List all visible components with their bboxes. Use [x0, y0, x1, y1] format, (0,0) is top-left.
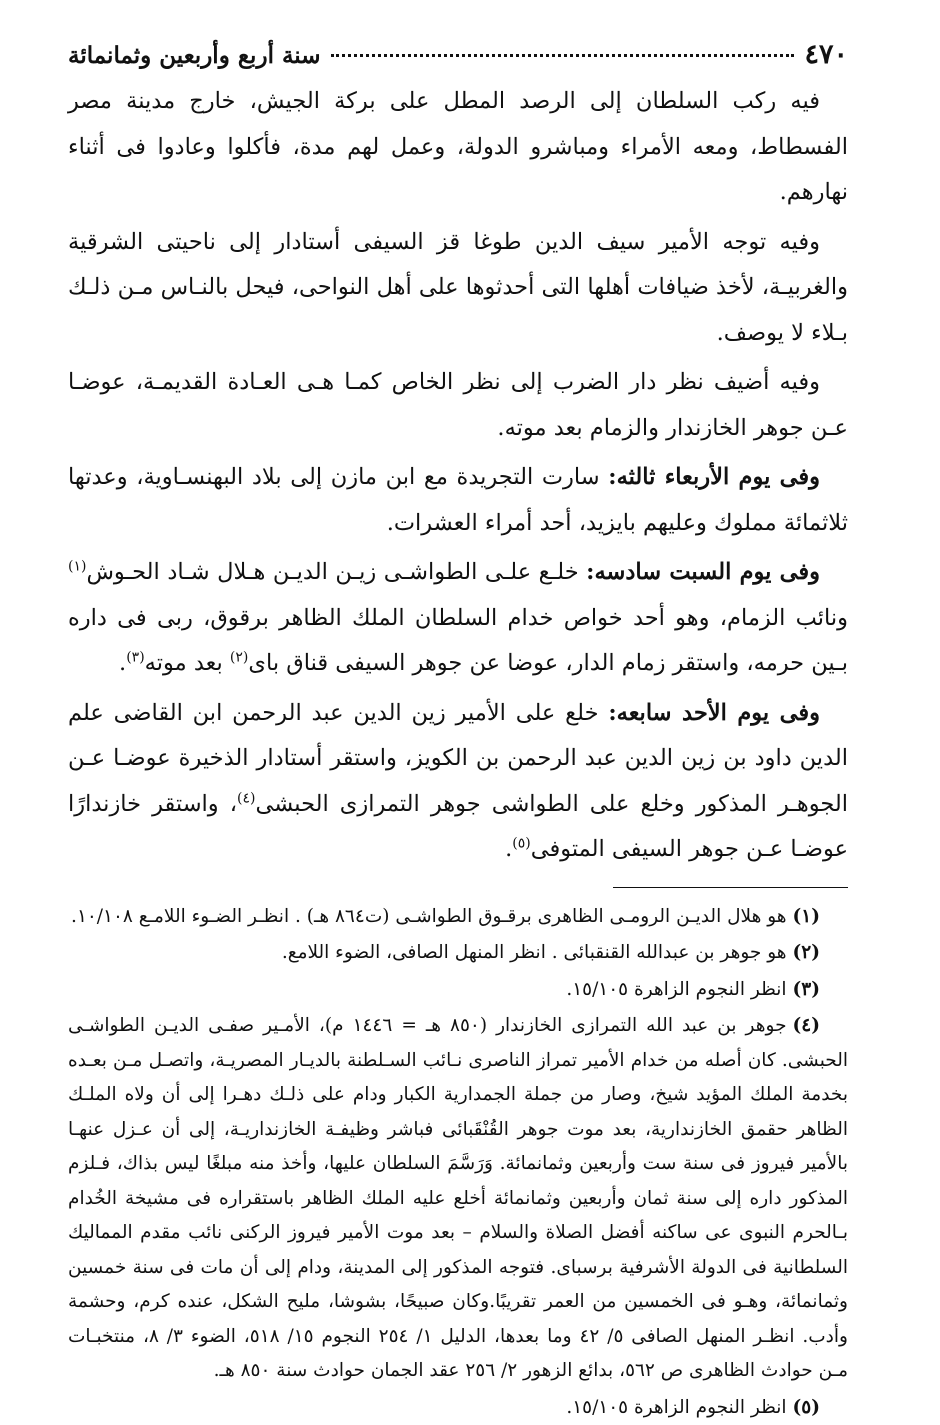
- footnote-text: انظر النجوم الزاهرة ١٥/١٠٥.: [566, 979, 786, 1000]
- footnotes: [68, 900, 848, 1425]
- paragraph-text: ونائب الزمام، وهو أحد خواص خدام السلطان الملك الظاهر برقوق، ربى فى داره بـين حرمه، واستقر زمام الدار، عوضا عن جوهر السيفى قناق باى: [68, 605, 848, 677]
- footnote-ref: (٢): [230, 650, 248, 666]
- footnote: [68, 900, 848, 935]
- date-lead: وفى يوم الأحد سابعه:: [608, 700, 820, 726]
- paragraph-text: فيه ركب السلطان إلى الرصد المطل على بركة الجيش، خارج مدينة مصر الفسطاط، ومعه الأمراء ومباشرو الدولة، وعمل لهم مدة، فأكلوا وعادوا فى أثناء نهارهم.: [68, 88, 848, 205]
- footnote-number: (٥): [793, 1397, 820, 1418]
- page-number: ٤٧٠: [804, 38, 848, 72]
- footnote-separator: [613, 887, 848, 888]
- running-title: سنة أربع وأربعين وثمانمائة: [68, 39, 321, 73]
- footnote-ref: (٥): [512, 836, 530, 852]
- paragraph-text: خلـع علـى الطواشـى زيـن الديـن هـلال شـاد الحـوش: [86, 559, 578, 585]
- footnote-text: هو جوهر بن عبدالله القنقبائى . انظر المنهل الصافى، الضوء اللامع.: [282, 942, 787, 963]
- footnote-number: (٢): [793, 942, 820, 963]
- footnote-ref: (٣): [126, 650, 144, 666]
- paragraph-text: .: [119, 650, 126, 676]
- paragraph-text: .: [505, 836, 512, 862]
- footnote: [68, 936, 848, 971]
- page-header: [68, 38, 848, 73]
- footnote: [68, 973, 848, 1008]
- main-text: [68, 79, 848, 873]
- footnote-text: هو هلال الديـن الرومـى الظاهرى برقـوق الطواشـى (ت٨٦٤ هـ) . انظـر الضـوء اللامـع ١٠/١٠٨.: [71, 906, 786, 927]
- paragraph-text: بعد موته: [145, 650, 230, 676]
- paragraph: [68, 79, 848, 216]
- paragraph: [68, 220, 848, 357]
- paragraph: [68, 360, 848, 451]
- footnote-ref: (١): [68, 559, 86, 575]
- header-dotted-leader: [331, 54, 795, 57]
- footnote-ref: (٤): [237, 790, 255, 806]
- footnote-number: (١): [793, 906, 820, 927]
- paragraph-text: ، واستقر خازندارًا عوضـا عـن جوهر السيفى المتوفى: [68, 791, 848, 863]
- footnote-text: انظر النجوم الزاهرة ١٥/١٠٥.: [566, 1397, 786, 1418]
- paragraph: [68, 691, 848, 873]
- footnote-number: (٣): [793, 979, 820, 1000]
- paragraph-text: خلع على الأمير زين الدين عبد الرحمن ابن القاضى علم الدين داود بن زين الدين عبد الرحمن بن الكويز، واستقر أستادار الذخيرة عوضـا عـن الجوهـر المذكور وخلع على الطواشى جوهر التمرازى الحبشى: [68, 700, 848, 817]
- paragraph: [68, 455, 848, 546]
- date-lead: وفى يوم الأربعاء ثالثه:: [608, 464, 820, 490]
- paragraph-text: وفيه توجه الأمير سيف الدين طوغا قز السيفى أستادار إلى ناحيتى الشرقية والغربيـة، لأخذ ضيافات أهلها التى أحدثوها على أهل النواحى، فيحل بالنـاس مـن ذلـك بـلاء لا يوصف.: [68, 229, 848, 346]
- paragraph-text: وفيه أضيف نظر دار الضرب إلى نظر الخاص كمـا هـى العـادة القديمـة، عوضـا عـن جوهر الخازندار والزمام بعد موته.: [68, 369, 848, 441]
- footnote: [68, 1391, 848, 1425]
- footnote-number: (٤): [793, 1015, 820, 1036]
- paragraph-text: سارت التجريدة مع ابن مازن إلى بلاد البهنسـاوية، وعدتها ثلاثمائة مملوك وعليهم بايزيد، أحد أمراء العشرات.: [68, 464, 848, 536]
- date-lead: وفى يوم السبت سادسه:: [586, 559, 820, 585]
- paragraph: [68, 550, 848, 687]
- footnote-text: جوهر بن عبد الله التمرازى الخازندار (٨٥٠ هـ = ١٤٤٦ م)، الأمـير صفـى الديـن الطواشـى الحبشى. كان أصله من خدام الأمير تمراز الناصرى نـائب السـلطنة بالديـار المصريـة، واتصـل مـن بعـده بخدمة الملك المؤيد شيخ، وصار من جملة الجمدارية الكبار ودام على ذلـك دهـرا إلى أن ولاه الملـك الظاهر حقمق الخازندارية، بعد موت جوهر القُنْقَبائى فباشر وظيفـة الخازنداريـة، إلى أن عـزل عنهـا بالأمير فيروز فى سنة ست وأربعين وثمانمائة. وَرَسَّمَ السلطان عليها، وأخذ منه مبلغًا ليس بذاك، فـلزم المذكور داره إلى سنة ثمان وأربعين وثمانمائة أخلع عليه الملك الظاهر باستقراره فى مشيخة الخُدام بـالحرم النبوى عى ساكنه أفضل الصلاة والسلام – بعد موت الأمير فيروز الركنى نائب مقدم المماليك السلطانية فى الدولة الأشرفية برسباى. فتوجه المذكور إلى المدينة، ودام إلى أن مات فى سنة خمسين وثمانمائة، وهـو فى الخمسين من العمر تقريبًا.وكان صبيحًا، بشوشا، مليح الشكل، عنده كرم، وحشمة وأدب. انظـر المنهل الصافى ٥/ ٤٢ وما بعدها، الدليل ١/ ٢٥٤ النجوم ١٥/ ٥١٨، الضوء ٣/ ٨، منتخبـات مـن حوادث الظاهرى ص ٥٦٢، بدائع الزهور ٢/ ٢٥٦ عقد الجمان حوادث سنة ٨٥٠ هـ.: [68, 1015, 848, 1381]
- footnote: [68, 1009, 848, 1389]
